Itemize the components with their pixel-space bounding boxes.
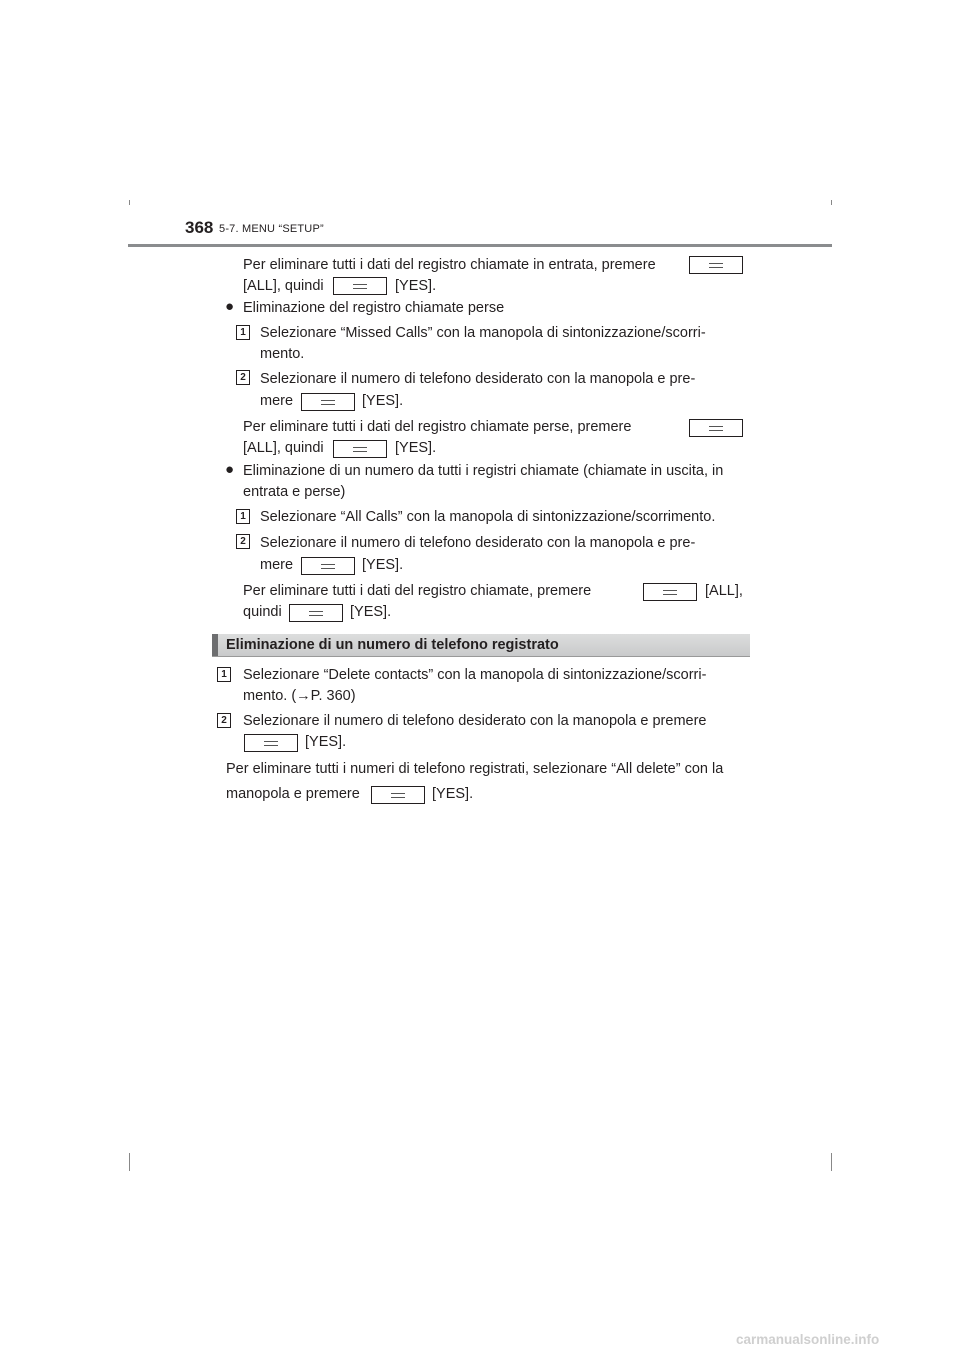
softkey-button[interactable] xyxy=(301,393,355,411)
page-number: 368 xyxy=(185,218,214,237)
section-heading-text: Eliminazione di un numero di telefono registrato xyxy=(226,637,559,653)
subheading: entrata e perse) xyxy=(243,484,346,500)
step-number: 2 xyxy=(236,534,250,549)
crop-mark xyxy=(831,200,832,205)
body-text: manopola e premere xyxy=(226,786,360,802)
step-number: 2 xyxy=(236,370,250,385)
softkey-button[interactable] xyxy=(301,557,355,575)
body-text: Selezionare il numero di telefono desiderato con la manopola e pre- xyxy=(260,371,696,387)
heading-accent xyxy=(212,634,218,656)
bullet: ● xyxy=(225,298,235,315)
body-text: [YES]. xyxy=(362,557,404,573)
step-number: 1 xyxy=(217,667,231,682)
body-text: Per eliminare tutti i dati del registro chiamate, premere xyxy=(243,583,592,599)
body-text: Per eliminare tutti i dati del registro chiamate in entrata, premere xyxy=(243,257,656,273)
softkey-button[interactable] xyxy=(289,604,343,622)
body-text: mere xyxy=(260,393,294,409)
body-text: [ALL], quindi xyxy=(243,440,324,456)
body-text: Selezionare “Delete contacts” con la manopola di sintonizzazione/scorri- xyxy=(243,667,707,683)
body-text: [YES]. xyxy=(305,734,347,750)
body-text: Per eliminare tutti i dati del registro chiamate perse, premere xyxy=(243,419,632,435)
body-text: mento. (→P. 360) xyxy=(243,688,356,704)
body-text: Selezionare il numero di telefono desiderato con la manopola e premere xyxy=(243,713,707,729)
softkey-button[interactable] xyxy=(371,786,425,804)
body-text: [ALL], quindi xyxy=(243,278,324,294)
softkey-button[interactable] xyxy=(689,256,743,274)
body-text: Selezionare “Missed Calls” con la manopola di sintonizzazione/scorri- xyxy=(260,325,706,341)
subheading: Eliminazione di un numero da tutti i registri chiamate (chiamate in uscita, in xyxy=(243,463,724,479)
section-title: 5-7. MENU “SETUP” xyxy=(219,223,324,235)
body-text: Per eliminare tutti i numeri di telefono registrati, selezionare “All delete” con la xyxy=(226,761,724,777)
softkey-button[interactable] xyxy=(689,419,743,437)
crop-mark xyxy=(831,1153,832,1171)
body-text: [ALL], xyxy=(705,583,743,599)
body-text: Selezionare “All Calls” con la manopola di sintonizzazione/scorrimento. xyxy=(260,509,716,525)
header-rule xyxy=(128,244,832,247)
subheading: Eliminazione del registro chiamate perse xyxy=(243,300,505,316)
crop-mark xyxy=(129,200,130,205)
softkey-button[interactable] xyxy=(333,440,387,458)
body-text: [YES]. xyxy=(395,278,437,294)
softkey-button[interactable] xyxy=(333,277,387,295)
softkey-button[interactable] xyxy=(244,734,298,752)
body-text: mere xyxy=(260,557,294,573)
body-text: mento. xyxy=(260,346,305,362)
body-text: [YES]. xyxy=(395,440,437,456)
body-text: [YES]. xyxy=(432,786,474,802)
softkey-button[interactable] xyxy=(643,583,697,601)
crop-mark xyxy=(129,1153,130,1171)
body-text: [YES]. xyxy=(362,393,404,409)
body-text: quindi xyxy=(243,604,282,620)
bullet: ● xyxy=(225,461,235,478)
step-number: 2 xyxy=(217,713,231,728)
watermark: carmanualsonline.info xyxy=(736,1332,880,1347)
body-text: Selezionare il numero di telefono desiderato con la manopola e pre- xyxy=(260,535,696,551)
step-number: 1 xyxy=(236,325,250,340)
step-number: 1 xyxy=(236,509,250,524)
section-heading xyxy=(212,634,750,657)
body-text: [YES]. xyxy=(350,604,392,620)
